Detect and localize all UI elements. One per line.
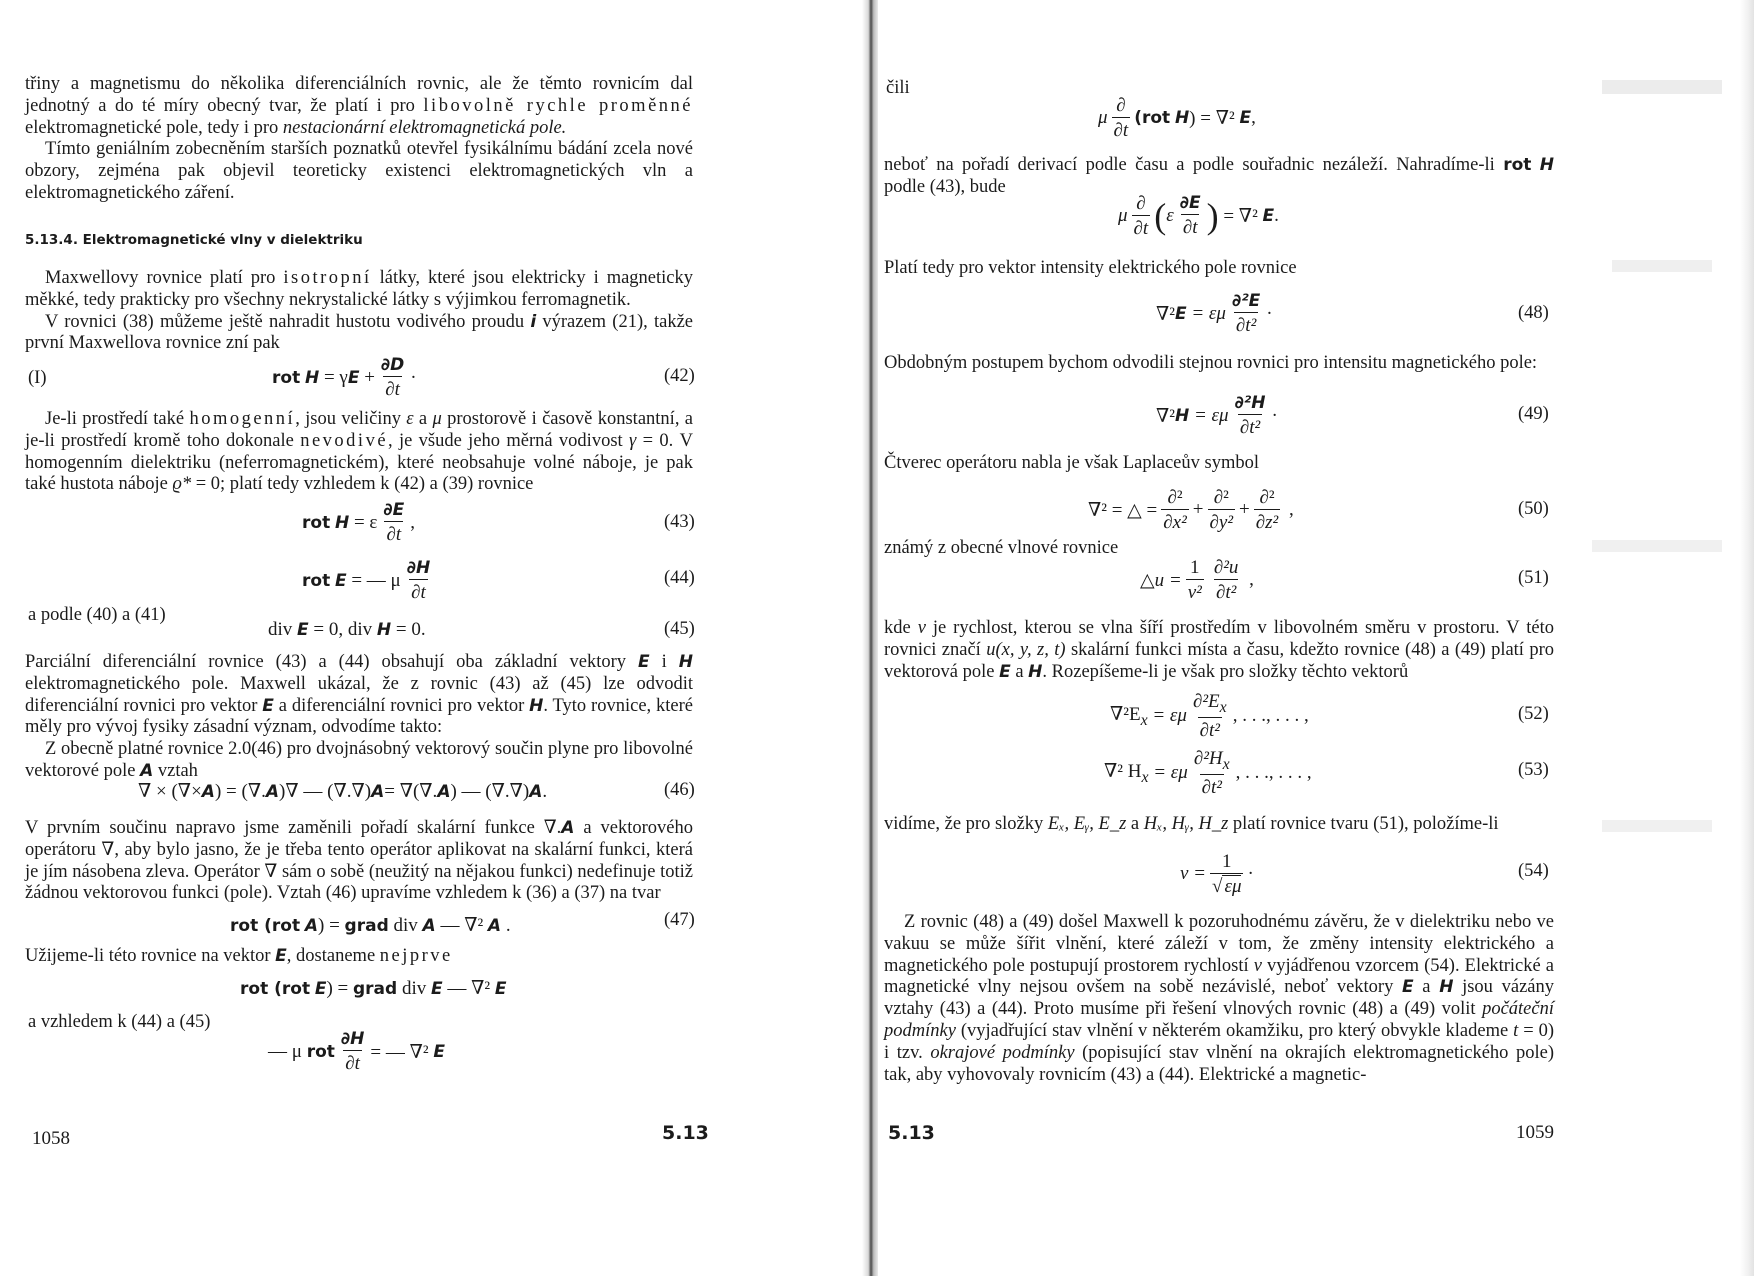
equation-48: ∇² E = εμ $\frac{\text{∂²E}}{\text{∂t²}}$ ·: [1156, 291, 1273, 336]
text-line: čili: [886, 78, 910, 98]
equation-46: ∇ × (∇× A ) = (∇. A )∇ — (∇.∇) A = ∇(∇. A ) — (∇.∇) A .: [138, 780, 548, 802]
right-page: [878, 0, 1754, 1276]
intro-paragraph: [25, 74, 693, 205]
paragraph-velocity: kde v je rychlost, kterou se vlna šíří prostředím v libovolném směru v prostoru. V této rovnici značí u(x, y, z, t) skalární funkci místa a času, kdežto rovnice (48) a (49) platí pro vektorová pole E a H. Rozepíšeme-li je však pro složky těchto vektorů: [884, 618, 1555, 682]
equation-number: (47): [664, 910, 695, 930]
text-line: známý z obecné vlnové rovnice: [884, 538, 1119, 558]
equation-number: (51): [1518, 568, 1549, 588]
text-run: elektromagnetické pole, tedy i pro: [25, 117, 283, 138]
text-run: třiny a magnetismu do několika diferenciálních rovnic, ale že těmto rovnicím dal jednotný a do té míry obecný tvar, že platí i pro: [25, 74, 693, 116]
equation-54: v = $\frac{1}{√ \varepsilon\mu}$ ·: [1180, 851, 1254, 897]
paragraph-analogous: Obdobným postupem bychom odvodili stejnou rovnici pro intensitu magnetického pole:: [884, 353, 1538, 373]
page-number: 1058: [32, 1128, 70, 1149]
equation-number: (49): [1518, 404, 1549, 424]
equation-49: ∇² H = εμ $\frac{\text{∂²H}}{\text{∂t²}}$ ·: [1156, 393, 1278, 438]
equation-mu-rot: — μ rot $\frac{\partial H}{\partial t}$ = — ∇² E: [268, 1029, 445, 1074]
paragraph-isotropni: Maxwellovy rovnice platí pro isotropní látky, které jsou elektricky i magneticky měkké, tedy prakticky pro všechny nekrystalické látky s výjimkou ferromagnetik. V rovnici (38) můžeme ještě nahradit hustotu vodivého proudu i výrazem (21), takže první Maxwellova rovnice zní pak: [25, 268, 694, 354]
text-line: a vzhledem k (44) a (45): [28, 1012, 211, 1032]
equation-number: (53): [1518, 760, 1549, 780]
equation-rot-rot-E: rot (rot E ) = grad div E — ∇² E: [240, 977, 507, 999]
bleed-through-marks: [1572, 60, 1740, 1060]
equation-42: rot H = γ E + $\frac{\partial D}{\partial t}$ ·: [272, 355, 417, 400]
equation-47: rot (rot A ) = grad div A — ∇² A .: [230, 914, 511, 936]
paragraph-apply: Užijeme-li této rovnice na vektor E, dostaneme nejprve: [25, 946, 453, 966]
equation-number: (44): [664, 568, 695, 588]
equation-45: div E = 0, div H = 0.: [268, 619, 426, 640]
equation-53: ∇² $H_x$ = εμ $\frac{\partial^2H_x}{\text{∂t²}}$ , . . ., . . . ,: [1104, 747, 1312, 799]
equation-number: (43): [664, 512, 695, 532]
equation-mu-partial-eps: μ $\frac{\partial}{\partial t}$ ( ε $\frac{\partial E}{\partial t}$ ) = ∇² E .: [1118, 193, 1279, 239]
page-number: 1059: [1516, 1122, 1554, 1143]
equation-44: rot E = — μ $\frac{\partial H}{\partial t}$: [302, 558, 431, 603]
italic-text: nestacionární elektromagnetická pole.: [282, 117, 567, 138]
equation-number: (54): [1518, 861, 1549, 881]
equation-number: (42): [664, 366, 695, 386]
text-line: Platí tedy pro vektor intensity elektrického pole rovnice: [884, 258, 1297, 278]
equation-43: rot H = ε $\frac{\partial E}{\partial t}$ ,: [302, 500, 416, 545]
paragraph-partial: Parciální diferenciální rovnice (43) a (44) obsahují oba základní vektory E i H elektromagnetického pole. Maxwell ukázal, že z rovnic (43) až (45) lze odvodit diferenciální rovnici pro vektor E a diferenciální rovnici pro vektor H. Tyto rovnice, které měly pro vývoj fysiky zásadní význam, odvodíme takto: Z obecně platné rovnice 2.0(46) pro dvojnásobný vektorový součin plyne pro libovolné vektorové pole A vztah: [25, 652, 693, 781]
equation-number: (52): [1518, 704, 1549, 724]
page-edge: [1740, 0, 1754, 1276]
paragraph-conclusion: Z rovnic (48) a (49) došel Maxwell k pozoruhodnému závěru, že v dielektriku nebo ve vakuu se může šířit vlnění, které záleží v tom, že změny intensity elektrického a magnetického pole postupují prostorem rychlostí v vyjádřenou vzorcem (54). Elektrické a magnetické vlny nejsou ovšem na sobě nezávislé, neboť vektory E a H jsou vázány vztahy (43) a (44). Proto musíme při řešení vlnových rovnic (48) a (49) volit počáteční podmínky (vyjadřující stav vlnění v některém okamžiku, pro který obvykle klademe t = 0) i tzv. okrajové podmínky (popisující stav vlnění na okrajích elektromagnetického pole) tak, aby vyhovovaly rovnicím (43) a (44). Elektrické a magnetic-: [884, 912, 1554, 1085]
equation-51: △u = $\frac{1}{\text{v²}}$ $\frac{\text{∂²u}}{\text{∂t²}}$ ,: [1140, 557, 1254, 603]
left-page: [0, 0, 868, 1276]
paragraph-order: neboť na pořadí derivací podle času a podle souřadnic nezáleží. Nahradíme-li rot H podle (43), bude: [884, 155, 1554, 197]
equation-label: (I): [28, 368, 47, 388]
spaced-text: libovolně rychle proměnné: [423, 95, 693, 116]
section-heading: 5.13.4. Elektromagnetické vlny v dielektriku: [25, 232, 363, 248]
equation-number: (46): [664, 780, 695, 800]
running-footer-section: 5.13: [888, 1122, 935, 1144]
equation-52: $\nabla^2E_x$ = εμ $\frac{\partial^2E_x}{\text{∂t²}}$ , . . ., . . . ,: [1110, 690, 1309, 742]
equation-number: (45): [664, 619, 695, 639]
paragraph-components: vidíme, že pro složky Eₓ, Eᵧ, E_z a Hₓ, Hᵧ, H_z platí rovnice tvaru (51), položíme-li: [884, 814, 1499, 834]
paragraph-first-product: V prvním součinu napravo jsme zaměnili pořadí skalární funkce ∇.A a vektorového operátoru ∇, aby bylo jasno, že je třeba tento operátor aplikovat na skalární funkci, která je jím násobena zleva. Operátor ∇ sám o sobě (neužitý na nějakou funkci) nedefinuje totiž žádnou vektorovou funkci (pole). Vztah (46) upravíme vzhledem k (36) a (37) na tvar: [25, 818, 694, 904]
equation-number: (50): [1518, 499, 1549, 519]
text-line: a podle (40) a (41): [28, 605, 166, 625]
equation-50: ∇² = △ = $\frac{\text{∂²}}{\text{∂x²}}$ + $\frac{\text{∂²}}{\text{∂y²}}$ + $\frac{\text{∂²}}{\text{∂z²}}$ ,: [1088, 487, 1294, 533]
paragraph: Tímto geniálním zobecněním starších poznatků otevřel fysikálnímu bádání zcela nové obzory, zejména pak objevil teoreticky existenci elektromagnetických vln a elektromagnetického záření.: [25, 139, 693, 203]
running-footer-section: 5.13: [662, 1122, 709, 1144]
equation-number: (48): [1518, 303, 1549, 323]
equation-mu-partial-rot-H: μ $\frac{\partial}{\partial t}$ (rot H ) = ∇² E ,: [1098, 95, 1256, 141]
paragraph-homogenni: Je-li prostředí také homogenní, jsou veličiny ε a μ prostorově i časově konstantní, a je-li prostředí kromě toho dokonale nevodivé, je všude jeho měrná vodivost γ = 0. V homogenním dielektriku (neferromagnetickém), které neobsahuje volné náboje, je pak také hustota náboje ϱ* = 0; platí tedy vzhledem k (42) a (39) rovnice: [25, 409, 693, 495]
text-line: Čtverec operátoru nabla je však Laplaceův symbol: [884, 453, 1259, 473]
